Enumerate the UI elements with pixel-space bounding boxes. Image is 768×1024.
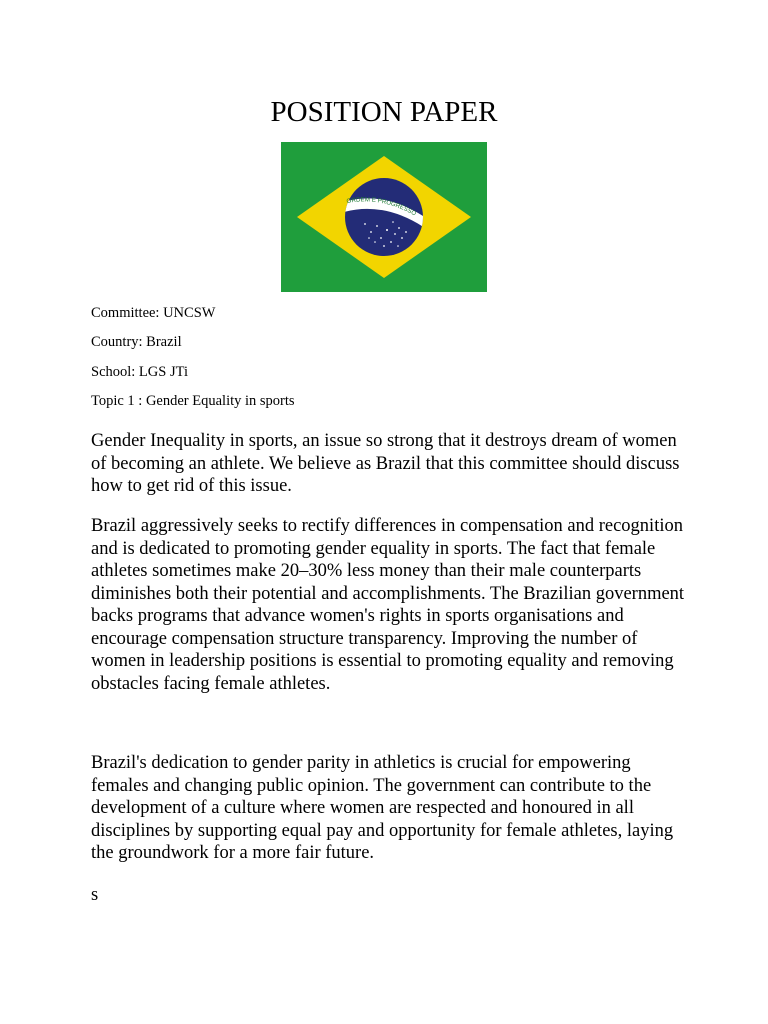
trailing-character: s	[91, 885, 99, 905]
topic-line: Topic 1 : Gender Equality in sports	[91, 393, 295, 409]
country-line: Country: Brazil	[91, 334, 182, 350]
brazil-flag-icon	[281, 142, 487, 292]
flag-motto-text: ORDEM E PROGRESSO	[346, 196, 418, 218]
paragraph-conclusion: Brazil's dedication to gender parity in athletics is crucial for empowering females and changing public opinion. The government can contribute to the development of a culture where women are respected and honoured in all disciplines by supporting equal pay and opportunity for female athletes, laying the groundwork for a more fair future.	[91, 753, 674, 863]
committee-line: Committee: UNCSW	[91, 305, 216, 321]
school-line: School: LGS JTi	[91, 364, 188, 380]
paragraph-introduction: Gender Inequality in sports, an issue so strong that it destroys dream of women of becoming an athlete. We believe as Brazil that this committee should discuss how to get rid of this issue.	[91, 431, 680, 496]
paragraph-policy: Brazil aggressively seeks to rectify differences in compensation and recognition and is dedicated to promoting gender equality in sports. The fact that female athletes sometimes make 20–30% less money than their male counterparts diminishes both their potential and accomplishments. The Brazilian government backs programs that advance women's rights in sports organisations and encourage compensation structure transparency. Improving the number of women in leadership positions is essential to promoting equality and removing obstacles facing female athletes.	[91, 516, 685, 694]
page-title: POSITION PAPER	[270, 96, 498, 128]
